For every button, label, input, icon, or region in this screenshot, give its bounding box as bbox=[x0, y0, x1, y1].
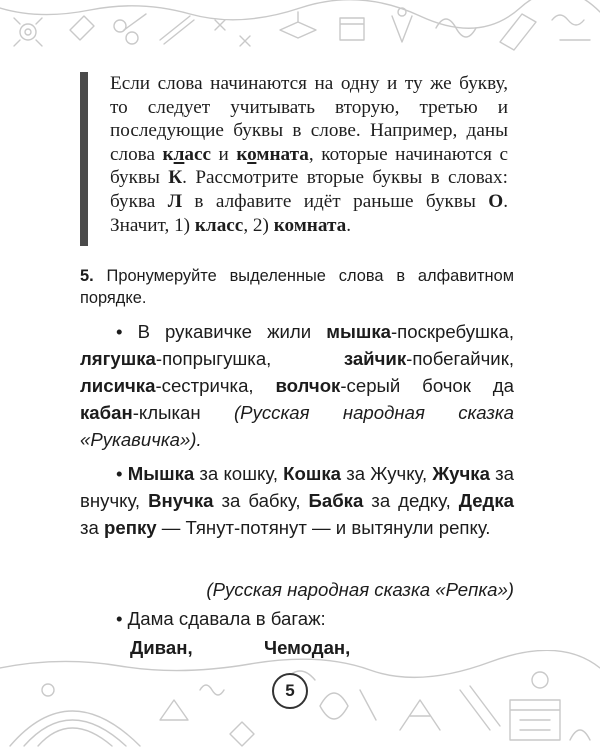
exercise-paragraph-baggage: • Дама сдавала в багаж: bbox=[116, 608, 326, 629]
source-rukavichka: (Русская народная сказка «Рукавичка»). bbox=[80, 402, 514, 450]
doodle-header-decoration bbox=[0, 0, 600, 62]
exercise-paragraph-repka: • Мышка за кошку, Кошка за Жучку, Жучка за внучку, Внучка за бабку, Бабка за дедку, Дедка за репку — Тянут-потянут — и вытянули репку. bbox=[80, 463, 514, 538]
word-klass: класс bbox=[162, 143, 212, 165]
rule-accent-bar bbox=[80, 72, 88, 246]
page-number-badge: 5 bbox=[272, 673, 308, 709]
source-repka: (Русская народная сказка «Репка») bbox=[206, 579, 514, 600]
task-instruction: Пронумеруйте выделенные слова в алфавитном порядке. bbox=[80, 267, 514, 307]
rule-box bbox=[80, 72, 510, 246]
task-number: 5. bbox=[80, 267, 94, 285]
rule-text: Если слова начинаются на одну и ту же букву, то следует учитывать вторую, третью и последующие буквы в слове. Например, даны слова класс и комната, которые начинаются с буквы К. Рассмотрите вторые буквы в словах: буква Л в алфавите идёт раньше буквы О. Значит, 1) класс, 2) комната. bbox=[110, 73, 508, 236]
baggage-word-chemodan: Чемодан, bbox=[264, 637, 351, 658]
task-heading bbox=[80, 265, 514, 309]
exercise-paragraph-rukavichka: • В рукавичке жили мышка-поскребушка, лягушка-попрыгушка, зайчик-побегайчик, лисичка-сестричка, волчок-серый бочок да кабан-клыкан (Русская народная сказка «Рукавичка»). bbox=[80, 321, 514, 450]
baggage-word-divan: Диван, bbox=[130, 637, 193, 658]
word-komnata: комната bbox=[236, 143, 309, 165]
